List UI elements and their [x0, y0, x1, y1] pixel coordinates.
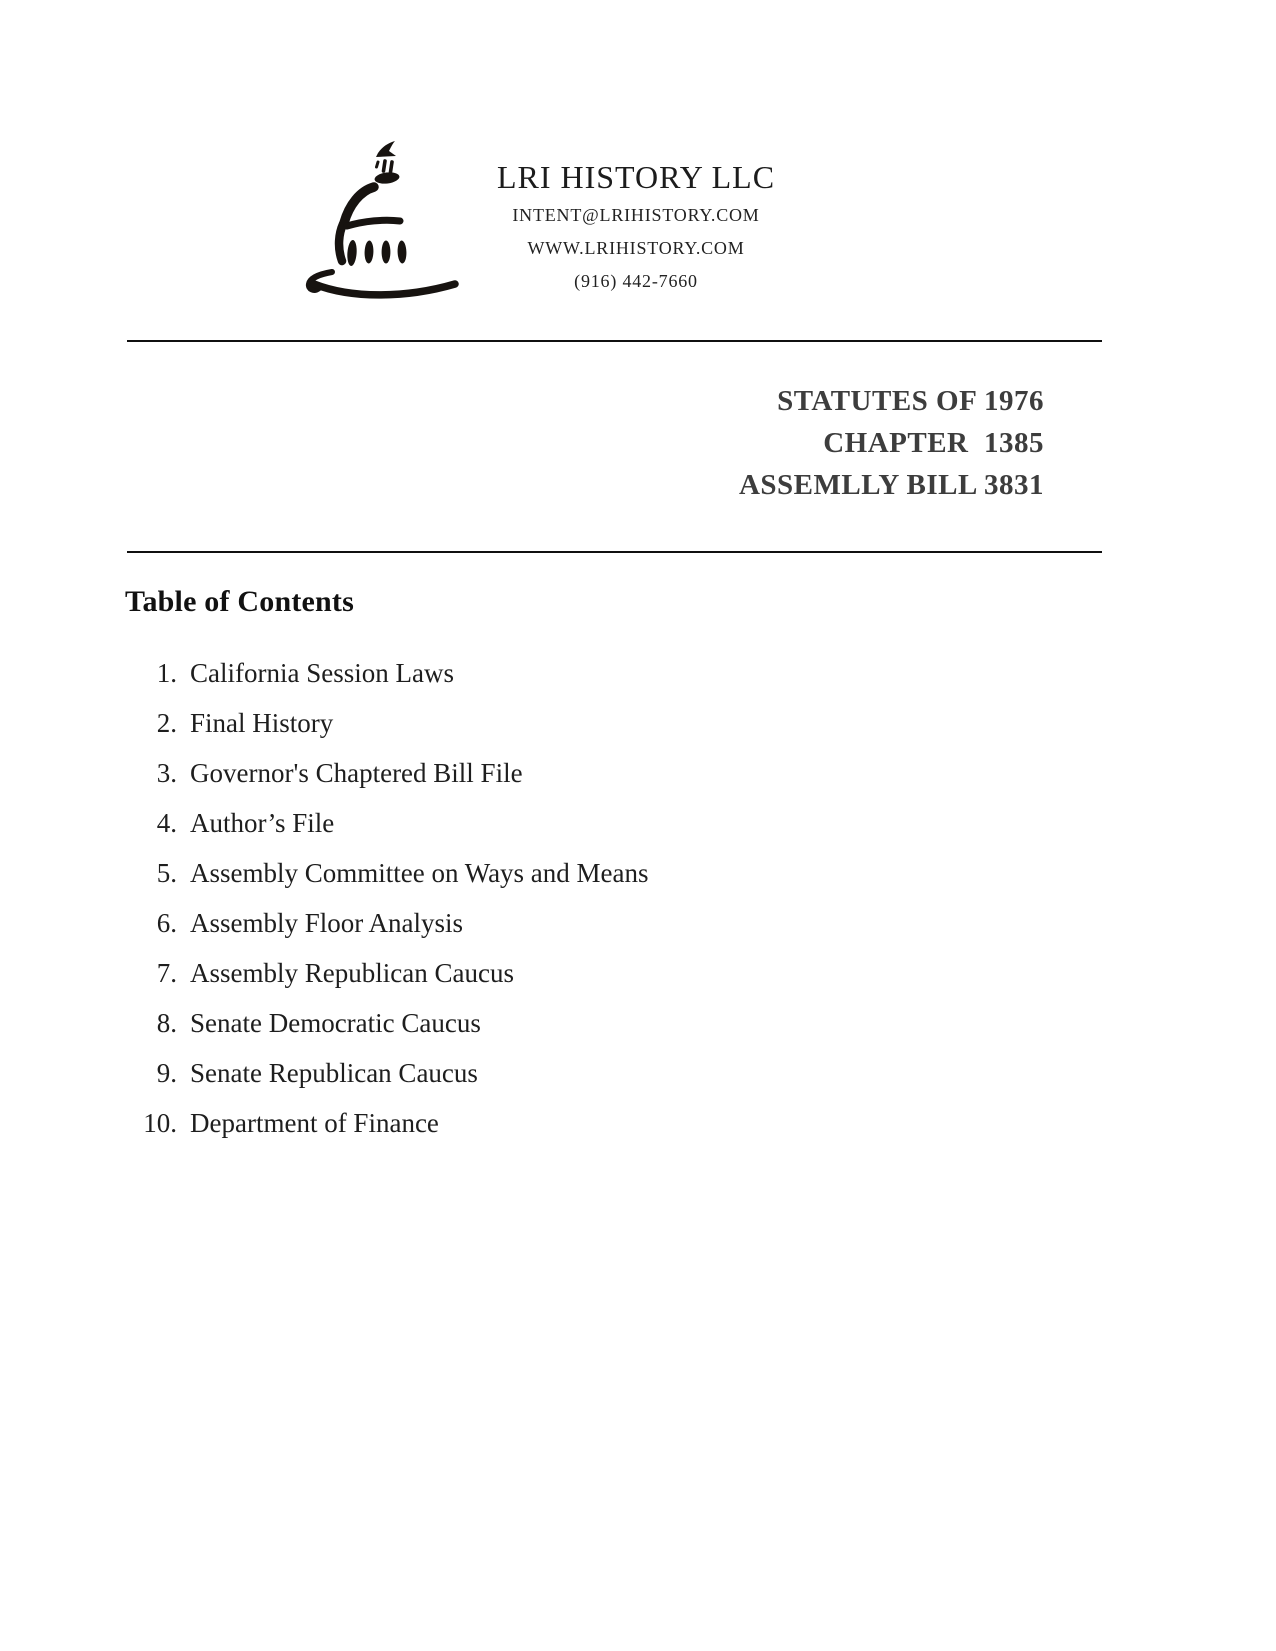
- company-phone: (916) 442-7660: [574, 271, 698, 291]
- divider-top: [127, 340, 1102, 342]
- toc-item: [115, 998, 1015, 1048]
- letterhead: [450, 158, 822, 298]
- toc-item-number: 4.: [156, 808, 177, 838]
- toc-item-label: Senate Democratic Caucus: [190, 1008, 481, 1038]
- company-email: INTENT@LRIHISTORY.COM: [512, 205, 760, 225]
- toc-item-label: Assembly Republican Caucus: [190, 958, 514, 988]
- toc-item-number: 5.: [156, 858, 177, 888]
- toc-item: [115, 898, 1015, 948]
- statutes-block: [739, 380, 1044, 506]
- capitol-dome-sketch-icon: [292, 123, 462, 301]
- toc-item-label: Author’s File: [190, 808, 335, 838]
- toc-item: [115, 1048, 1015, 1098]
- company-name: LRI HISTORY LLC: [496, 159, 776, 195]
- toc-item-label: California Session Laws: [190, 658, 454, 688]
- toc-item-label: Senate Republican Caucus: [190, 1058, 478, 1088]
- toc-item: [115, 748, 1015, 798]
- toc-item-number: 2.: [156, 708, 177, 738]
- toc-item-number: 8.: [156, 1008, 177, 1038]
- toc-item-label: Governor's Chaptered Bill File: [190, 758, 523, 788]
- toc-item: [115, 848, 1015, 898]
- toc-item: [115, 798, 1015, 848]
- chapter-line: CHAPTER 1385: [823, 427, 1044, 459]
- toc-heading: Table of Contents: [125, 585, 354, 618]
- contact-block: [450, 199, 822, 298]
- toc-item-label: Assembly Committee on Ways and Means: [190, 858, 649, 888]
- toc-item-number: 7.: [156, 958, 177, 988]
- toc-item: [115, 1098, 1015, 1148]
- toc-item-label: Final History: [190, 708, 334, 738]
- toc-item-label: Assembly Floor Analysis: [190, 908, 464, 938]
- toc-item: [115, 698, 1015, 748]
- statutes-year-line: STATUTES OF 1976: [777, 385, 1044, 417]
- divider-bottom: [127, 551, 1102, 553]
- assembly-bill-line: ASSEMLLY BILL 3831: [738, 469, 1044, 501]
- toc-item-number: 9.: [156, 1058, 177, 1088]
- toc-item-label: Department of Finance: [190, 1108, 439, 1138]
- toc-list: [115, 648, 1015, 1148]
- toc-item-number: 1.: [156, 658, 177, 688]
- toc-item-number: 10.: [143, 1108, 177, 1138]
- toc-item-number: 6.: [156, 908, 177, 938]
- toc-item-number: 3.: [156, 758, 177, 788]
- company-website: WWW.LRIHISTORY.COM: [527, 238, 745, 258]
- toc-item: [115, 648, 1015, 698]
- toc-item: [115, 948, 1015, 998]
